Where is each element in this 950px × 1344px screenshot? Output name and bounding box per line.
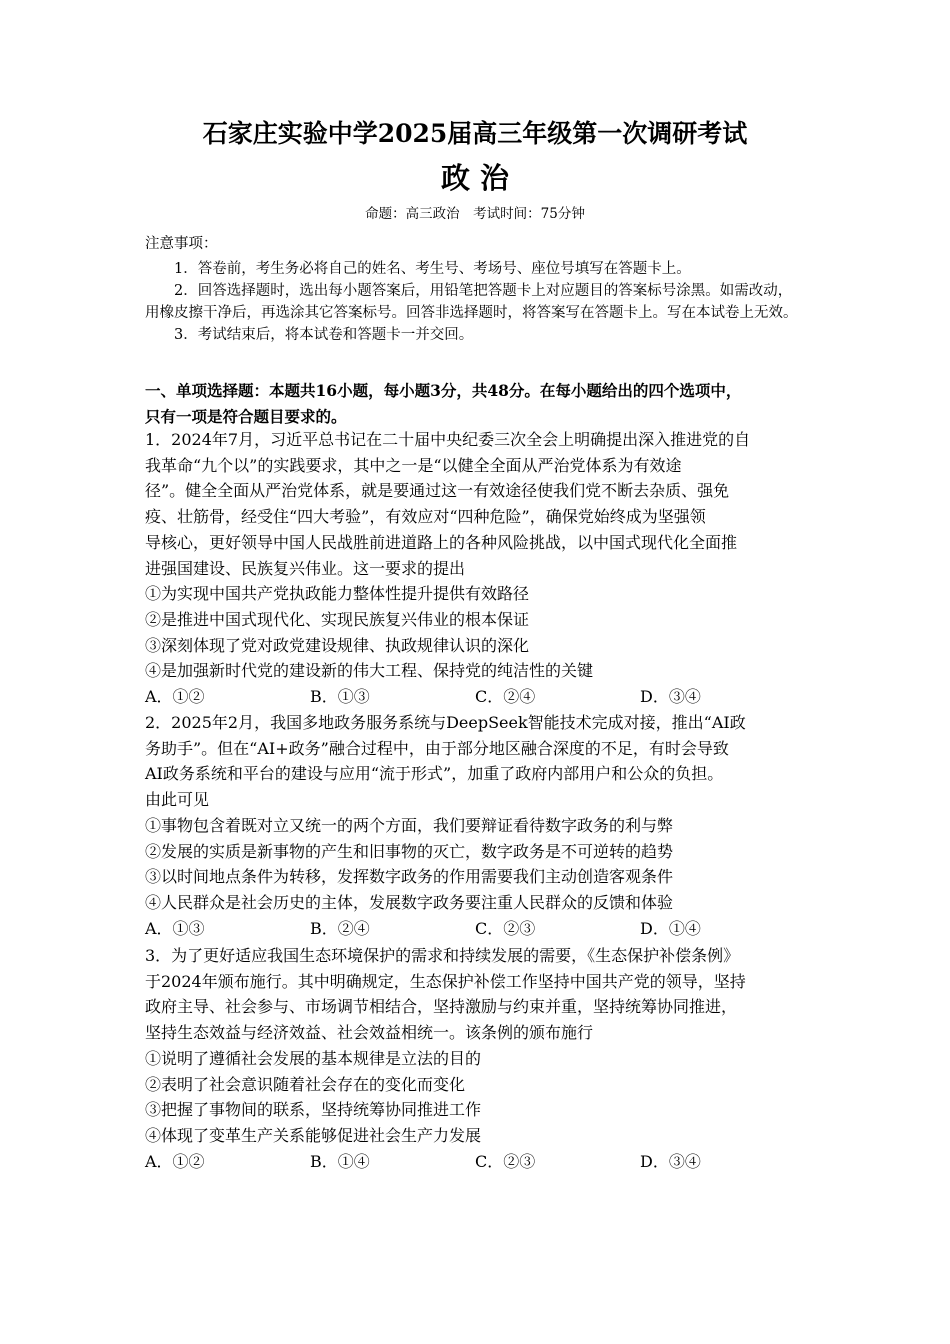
question-stem-line: 导核心，更好领导中国人民战胜前进道路上的各种风险挑战，以中国式现代化全面推 (145, 532, 738, 552)
question-stem-line: 2．2025年2月，我国多地政务服务系统与DeepSeek智能技术完成对接，推出“AI政 (145, 713, 746, 732)
question-stem-line: 务助手”。但在“AI+政务”融合过程中，由于部分地区融合深度的不足，有时会导致 (145, 738, 729, 758)
question-stem-line: 3．为了更好适应我国生态环境保护的需求和持续发展的需要，《生态保护补偿条例》 (145, 946, 740, 965)
question-stem-line: AI政务系统和平台的建设与应用“流于形式”，加重了政府内部用户和公众的负担。 (145, 764, 724, 784)
option-a: A．①③ (145, 918, 205, 938)
option-d: D．①④ (640, 918, 701, 938)
answer-options (145, 916, 810, 942)
exam-title: 石家庄实验中学2025届高三年级第一次调研考试 (202, 119, 748, 148)
section-heading-line: 只有一项是符合题目要求的。 (145, 407, 347, 426)
answer-options (145, 1149, 810, 1175)
statement: ③以时间地点条件为转移，发挥数字政务的作用需要我们主动创造客观条件 (145, 867, 674, 887)
statement: ③深刻体现了党对政党建设规律、执政规律认识的深化 (145, 635, 530, 655)
statement: ①为实现中国共产党执政能力整体性提升提供有效路径 (145, 584, 530, 604)
option-b: B．②④ (310, 918, 370, 938)
question-stem-line: 进强国建设、民族复兴伟业。这一要求的提出 (145, 558, 466, 578)
notice-item: 1．答卷前，考生务必将自己的姓名、考生号、考场号、座位号填写在答题卡上。 (174, 261, 691, 277)
statement: ①事物包含着既对立又统一的两个方面，我们要辩证看待数字政务的利与弊 (145, 815, 674, 835)
notice-item: 3．考试结束后，将本试卷和答题卡一并交回。 (174, 327, 474, 343)
statement: ②是推进中国式现代化、实现民族复兴伟业的根本保证 (145, 609, 530, 629)
statement: ④是加强新时代党的建设新的伟大工程、保持党的纯洁性的关键 (145, 661, 594, 681)
statement: ④人民群众是社会历史的主体，发展数字政务要注重人民群众的反馈和体验 (145, 892, 674, 912)
notice-list (145, 258, 805, 346)
option-c: C．②③ (475, 918, 536, 938)
option-b: B．①③ (310, 687, 370, 707)
question-1 (145, 427, 810, 710)
subject-title: 政 治 (440, 161, 510, 195)
statement: ②发展的实质是新事物的产生和旧事物的灭亡，数字政务是不可逆转的趋势 (145, 841, 674, 861)
question-stem-line: 政府主导、社会参与、市场调节相结合，坚持激励与约束并重，坚持统筹协同推进， (145, 997, 738, 1017)
option-b: B．①④ (310, 1151, 370, 1171)
section-heading-line: 一、单项选择题：本题共16小题，每小题3分，共48分。在每小题给出的四个选项中， (145, 381, 742, 400)
option-c: C．②④ (475, 687, 536, 707)
option-c: C．②③ (475, 1151, 536, 1171)
question-2 (145, 710, 810, 941)
statement: ①说明了遵循社会发展的基本规律是立法的目的 (145, 1048, 482, 1068)
section-heading (145, 378, 810, 430)
question-stem-line: 我革命“九个以”的实践要求，其中之一是“以健全全面从严治党体系为有效途 (145, 455, 682, 475)
notice-item: 2．回答选择题时，选出每小题答案后，用铅笔把答题卡上对应题目的答案标号涂黑。如需改动，用橡皮擦干净后，再选涂其它答案标号。回答非选择题时，将答案写在答题卡上。写在本试卷上无效。 (145, 283, 798, 321)
statement: ③把握了事物间的联系，坚持统筹协同推进工作 (145, 1100, 482, 1120)
option-d: D．③④ (640, 1151, 701, 1171)
question-stem-line: 由此可见 (145, 790, 210, 810)
question-stem-line: 径”。健全全面从严治党体系，就是要通过这一有效途径使我们党不断去杂质、强免 (145, 481, 730, 501)
question-stem-line: 于2024年颁布施行。其中明确规定，生态保护补偿工作坚持中国共产党的领导，坚持 (145, 971, 746, 991)
answer-options (145, 684, 810, 710)
statement: ②表明了社会意识随着社会存在的变化而变化 (145, 1074, 466, 1094)
question-3 (145, 943, 810, 1174)
question-stem-line: 疫、壮筋骨，经受住“四大考验”，有效应对“四种危险”，确保党始终成为坚强领 (145, 507, 706, 527)
question-stem-line: 1．2024年7月，习近平总书记在二十届中央纪委三次全会上明确提出深入推进党的自 (145, 430, 751, 449)
exam-meta: 命题：高三政治 考试时间：75分钟 (365, 206, 585, 222)
question-stem-line: 坚持生态效益与经济效益、社会效益相统一。该条例的颁布施行 (145, 1023, 594, 1043)
option-d: D．③④ (640, 687, 701, 707)
option-a: A．①② (145, 1151, 205, 1171)
option-a: A．①② (145, 687, 205, 707)
statement: ④体现了变革生产关系能够促进社会生产力发展 (145, 1125, 482, 1145)
notice-heading: 注意事项： (145, 236, 218, 252)
